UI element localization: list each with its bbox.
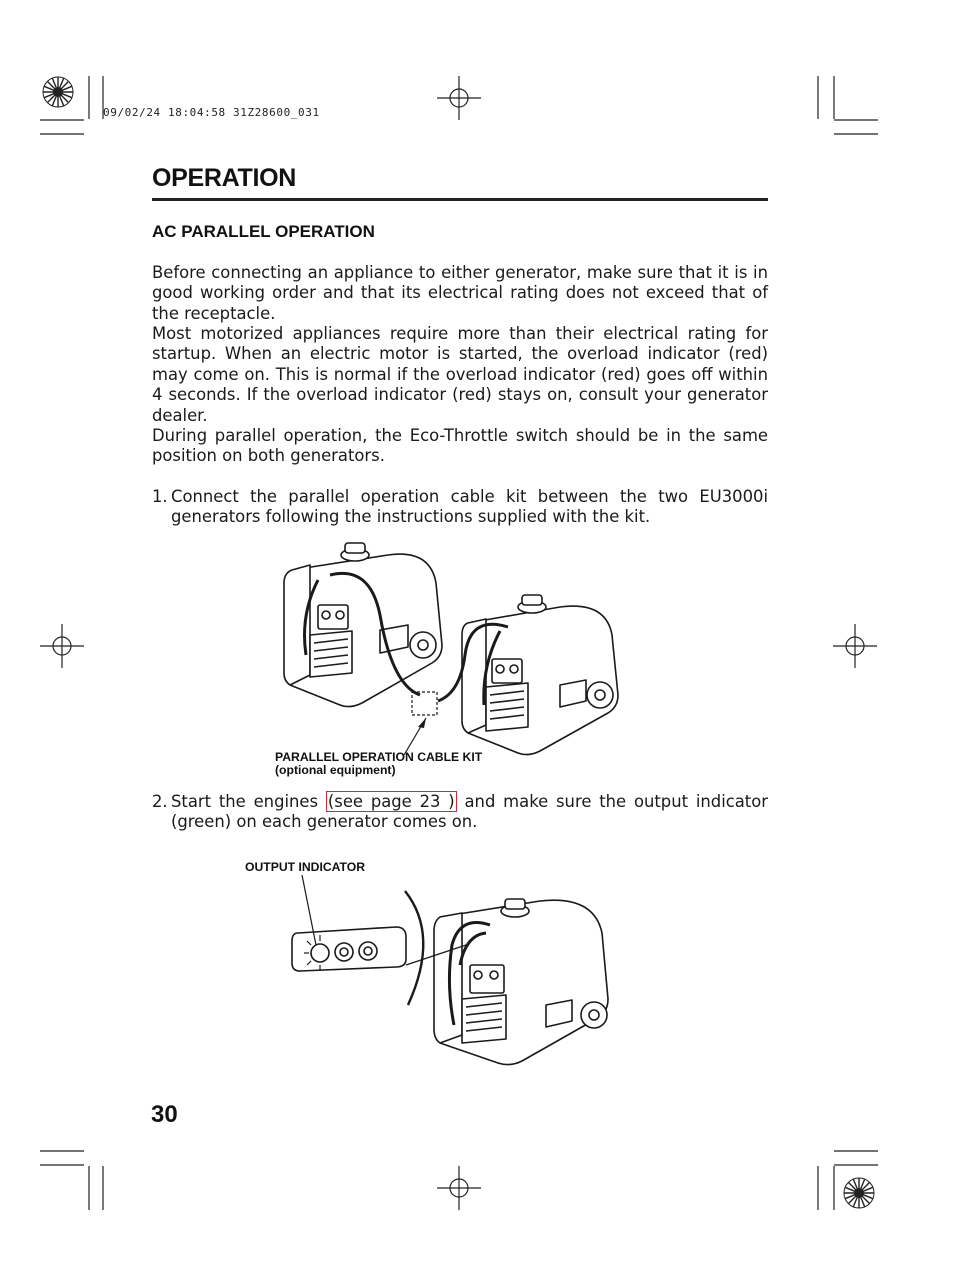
page-number: 30 — [151, 1101, 178, 1128]
paragraph-appliance-check: Before connecting an appliance to either generator, make sure that it is in good working order and that its electrical rating does not exceed that of the receptacle. — [152, 263, 768, 323]
output-indicator-label: OUTPUT INDICATOR — [245, 860, 366, 874]
paragraph-eco-throttle: During parallel operation, the Eco-Throttle switch should be in the same position on both generators. — [152, 426, 768, 466]
step-text-start: Start the engines — [171, 792, 319, 811]
title-rule — [152, 198, 768, 201]
section-title: OPERATION — [152, 164, 297, 192]
optional-equipment-label: (optional equipment) — [275, 763, 396, 777]
step-number: 1. — [152, 487, 168, 506]
output-indicator-illustration — [290, 875, 620, 1075]
step-text: Connect the parallel operation cable kit between the two EU3000i generators following the instructions supplied with the kit. — [171, 487, 768, 527]
step-1 — [152, 487, 768, 528]
figure1-caption — [275, 751, 482, 777]
cable-kit-label: PARALLEL OPERATION CABLE KIT — [275, 750, 483, 764]
step-text-end: and make sure the output indicator (green) on each generator comes on. — [171, 792, 769, 832]
subsection-title: AC PARALLEL OPERATION — [152, 222, 375, 241]
see-page-23-link[interactable]: (see page 23 ) — [327, 792, 455, 811]
step-2 — [152, 792, 768, 833]
step-text — [171, 792, 768, 833]
print-stamp: 09/02/24 18:04:58 31Z28600_031 — [103, 106, 320, 119]
step-number: 2. — [152, 792, 168, 811]
parallel-generators-illustration — [270, 535, 630, 760]
paragraph-motorized-appliances: Most motorized appliances require more than their electrical rating for startup. When an electric motor is started, the overload indicator (red) may come on. This is normal if the overload indicator (red) goes off within 4 seconds. If the overload indicator (red) stays on, consult your generator dealer. — [152, 324, 768, 425]
